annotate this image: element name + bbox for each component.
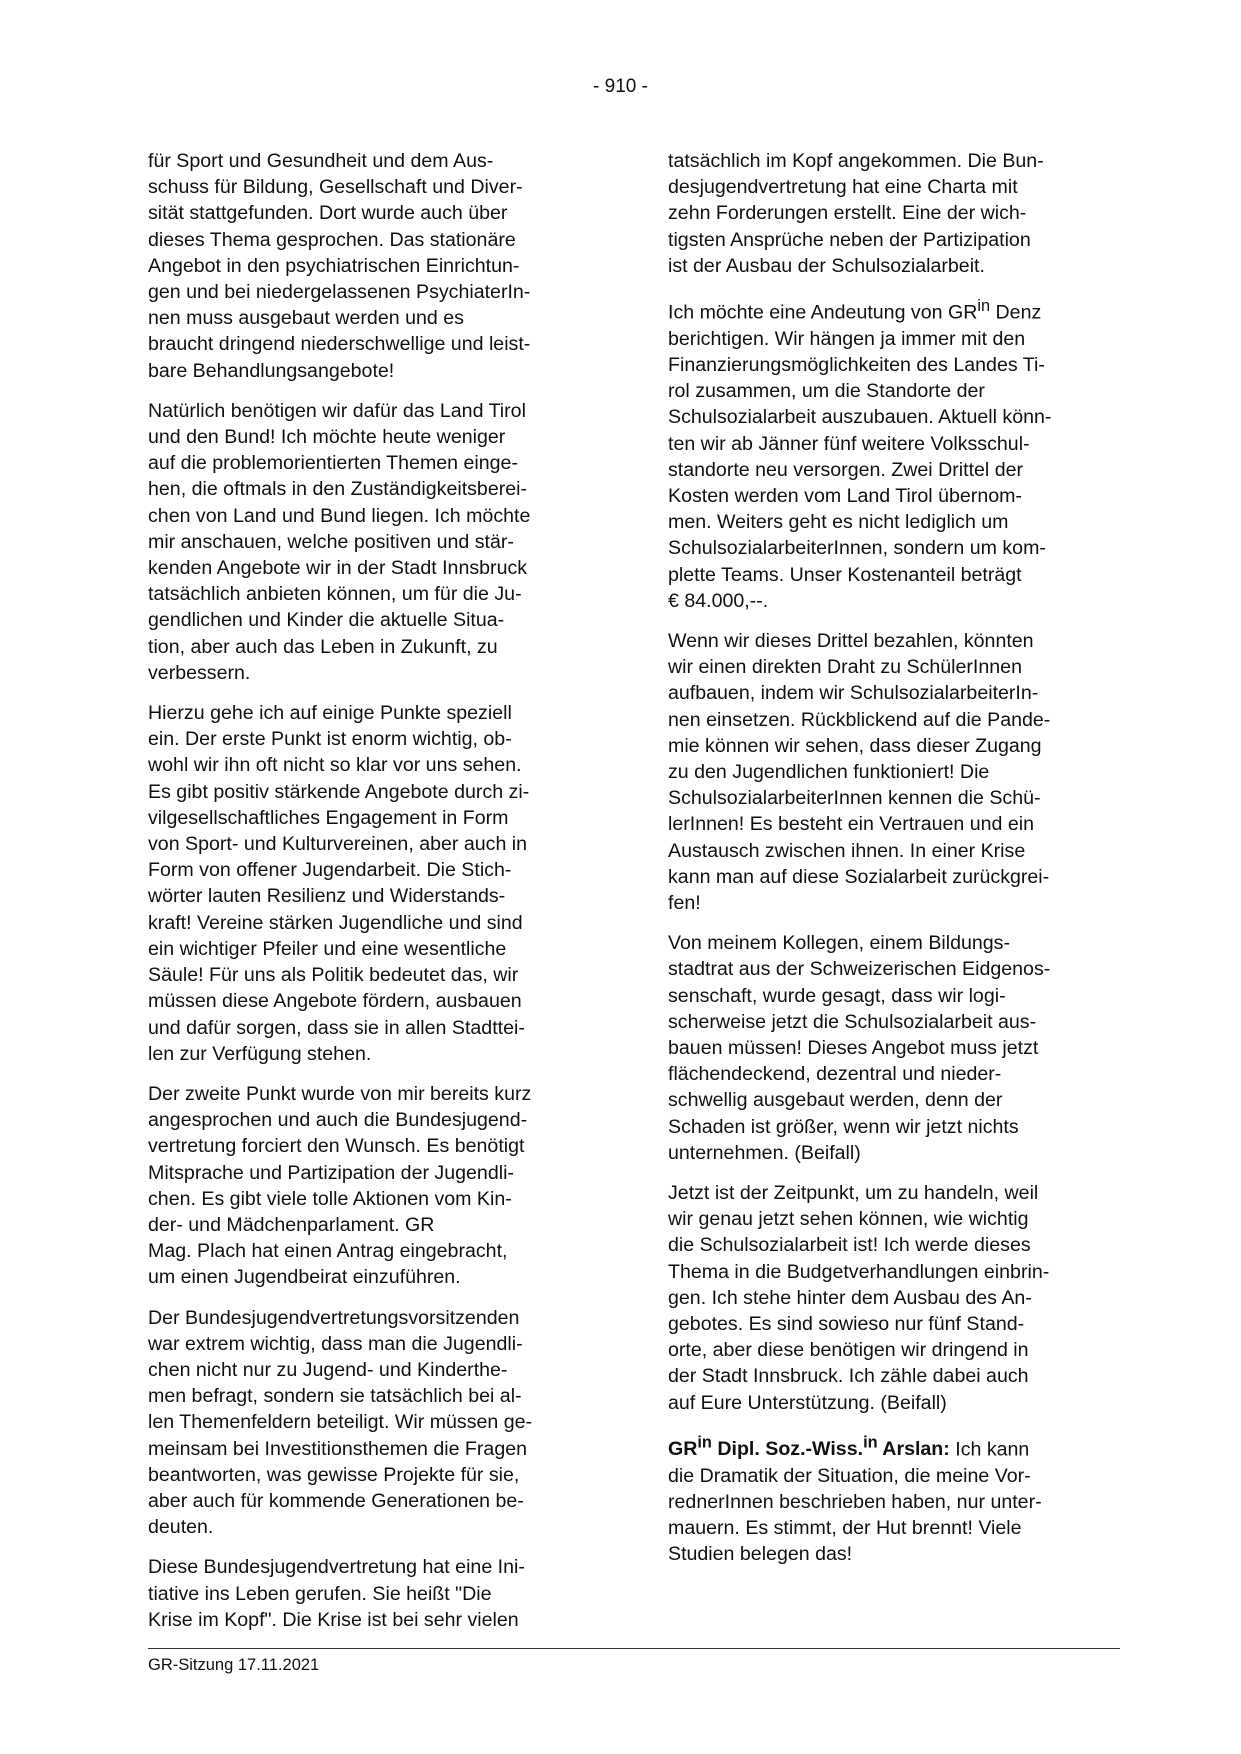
paragraph: Der zweite Punkt wurde von mir bereits kurz angesprochen und auch die Bundesjugend- vertretung forciert den Wunsch. Es benötigt Mitsprache und Partizipation der Jugendli- chen. Es gibt viele tolle Aktionen vom Kin- der- und Mädchenparlament. GR Mag. Plach hat einen Antrag eingebracht, um einen Jugendbeirat einzuführen. [148, 1082, 532, 1289]
paragraph: Diese Bundesjugendvertretung hat eine Ini- tiative ins Leben gerufen. Sie heißt "Die Krise im Kopf". Die Krise ist bei sehr vielen [148, 1556, 525, 1631]
speaker-text: Ich kann die Dramatik der Situation, die meine Vor- rednerInnen beschrieben haben, nur unter- mauern. Es stimmt, der Hut brennt! Viele Studien belegen das! [668, 1438, 1042, 1566]
page-number: - 910 - [593, 76, 648, 97]
paragraph: Hierzu gehe ich auf einige Punkte speziell ein. Der erste Punkt ist enorm wichtig, ob- wohl wir ihn oft nicht so klar vor uns sehen. Es gibt positiv stärkende Angebote durch zi- vilgesellschaftliches Engagement in Form von Sport- und Kulturvereinen, aber auch in Form von offener Jugendarbeit. Die Stich- wörter lauten Resilienz und Widerstands- kraft! Vereine stärken Jugendliche und sind ein wichtiger Pfeiler und eine wesentliche Säule! Für uns als Politik bedeutet das, wir müssen diese Angebote fördern, ausbauen und dafür sorgen, dass sie in allen Stadttei- len zur Verfügung stehen. [148, 702, 530, 1065]
footer-divider [148, 1648, 1120, 1649]
left-column [148, 148, 600, 1647]
paragraph-text: Ich möchte eine Andeutung von GR [668, 301, 978, 324]
paragraph: Natürlich benötigen wir dafür das Land Tirol und den Bund! Ich möchte heute weniger auf die problemorientierten Themen einge- hen, die oftmals in den Zuständigkeitsberei- chen von Land und Bund liegen. Ich möchte mir anschauen, welche positiven und stär- kenden Angebote wir in der Stadt Innsbruck tatsächlich anbieten können, um für die Ju- gendlichen und Kinder die aktuelle Situa- tion, aber auch das Leben in Zukunft, zu verbessern. [148, 399, 531, 684]
superscript: in [977, 297, 991, 316]
speaker-name [668, 1433, 950, 1461]
speaker-paragraph [668, 1430, 1120, 1568]
speaker-title: Dipl. Soz.-Wiss. [711, 1438, 864, 1461]
paragraph-text: Denz berichtigen. Wir hängen ja immer mit den Finanzierungsmöglichkeiten des Landes Ti- rol zusammen, um die Standorte der Schulsozialarbeit auszubauen. Aktuell könn- ten wir ab Jänner fünf weitere Volksschul- standorte neu versorgen. Zwei Drittel der Kosten werden vom Land Tirol übernom- men. Weiters geht es nicht lediglich um SchulsozialarbeiterInnen, sondern um kom- plette Teams. Unser Kostenanteil beträgt € 84.000,--. [668, 301, 1052, 612]
paragraph: tatsächlich im Kopf angekommen. Die Bun- desjugendvertretung hat eine Charta mit zehn Forderungen erstellt. Eine der wich- tigsten Ansprüche neben der Partizipation ist der Ausbau der Schulsozialarbeit. [668, 150, 1044, 277]
paragraph: Der Bundesjugendvertretungsvorsitzenden war extrem wichtig, dass man die Jugendli- chen nicht nur zu Jugend- und Kinderthe- men befragt, sondern sie tatsächlich bei al- len Themenfeldern beteiligt. Wir müssen ge- meinsam bei Investitionsthemen die Fragen beantworten, was gewisse Projekte für sie, aber auch für kommende Generationen be- deuten. [148, 1306, 533, 1539]
speaker-surname: Arslan: [877, 1438, 950, 1461]
paragraph: Jetzt ist der Zeitpunkt, um zu handeln, weil wir genau jetzt sehen können, wie wichtig die Schulsozialarbeit ist! Ich werde dieses Thema in die Budgetverhandlungen einbrin- gen. Ich stehe hinter dem Ausbau des An- gebotes. Es sind sowieso nur fünf Stand- orte, aber diese benötigen wir dringend in der Stadt Innsbruck. Ich zähle dabei auch auf Eure Unterstützung. (Beifall) [668, 1182, 1050, 1414]
footer-text: GR-Sitzung 17.11.2021 [148, 1656, 320, 1674]
paragraph-denz [668, 293, 1120, 614]
paragraph: Von meinem Kollegen, einem Bildungs- stadtrat aus der Schweizerischen Eidgenos- senschaft, wurde gesagt, dass wir logi- scherweise jetzt die Schulsozialarbeit aus- bauen müssen! Dieses Angebot muss jetzt flächendeckend, dezentral und nieder- schwellig ausgebaut werden, denn der Schaden ist größer, wenn wir jetzt nichts unternehmen. (Beifall) [668, 932, 1051, 1164]
paragraph: Wenn wir dieses Drittel bezahlen, könnten wir einen direkten Draht zu SchülerInnen aufbauen, indem wir SchulsozialarbeiterIn- nen einsetzen. Rückblickend auf die Pande- mie können wir sehen, dass dieser Zugang zu den Jugendlichen funktioniert! Die SchulsozialarbeiterInnen kennen die Schü- lerInnen! Es besteht ein Vertrauen und ein Austausch zwischen ihnen. In einer Krise kann man auf diese Sozialarbeit zurückgrei- fen! [668, 629, 1051, 915]
right-column [668, 148, 1120, 1581]
speaker-gr: GR [668, 1438, 698, 1461]
superscript: in [697, 1433, 712, 1452]
paragraph: für Sport und Gesundheit und dem Aus- schuss für Bildung, Gesellschaft und Diver- sität stattgefunden. Dort wurde auch über dieses Thema gesprochen. Das stationäre Angebot in den psychiatrischen Einrichtun- gen und bei niedergelassenen PsychiaterIn- nen muss ausgebaut werden und es braucht dringend niederschwellige und leist- bare Behandlungsangebote! [148, 150, 531, 382]
superscript: in [863, 1433, 878, 1452]
